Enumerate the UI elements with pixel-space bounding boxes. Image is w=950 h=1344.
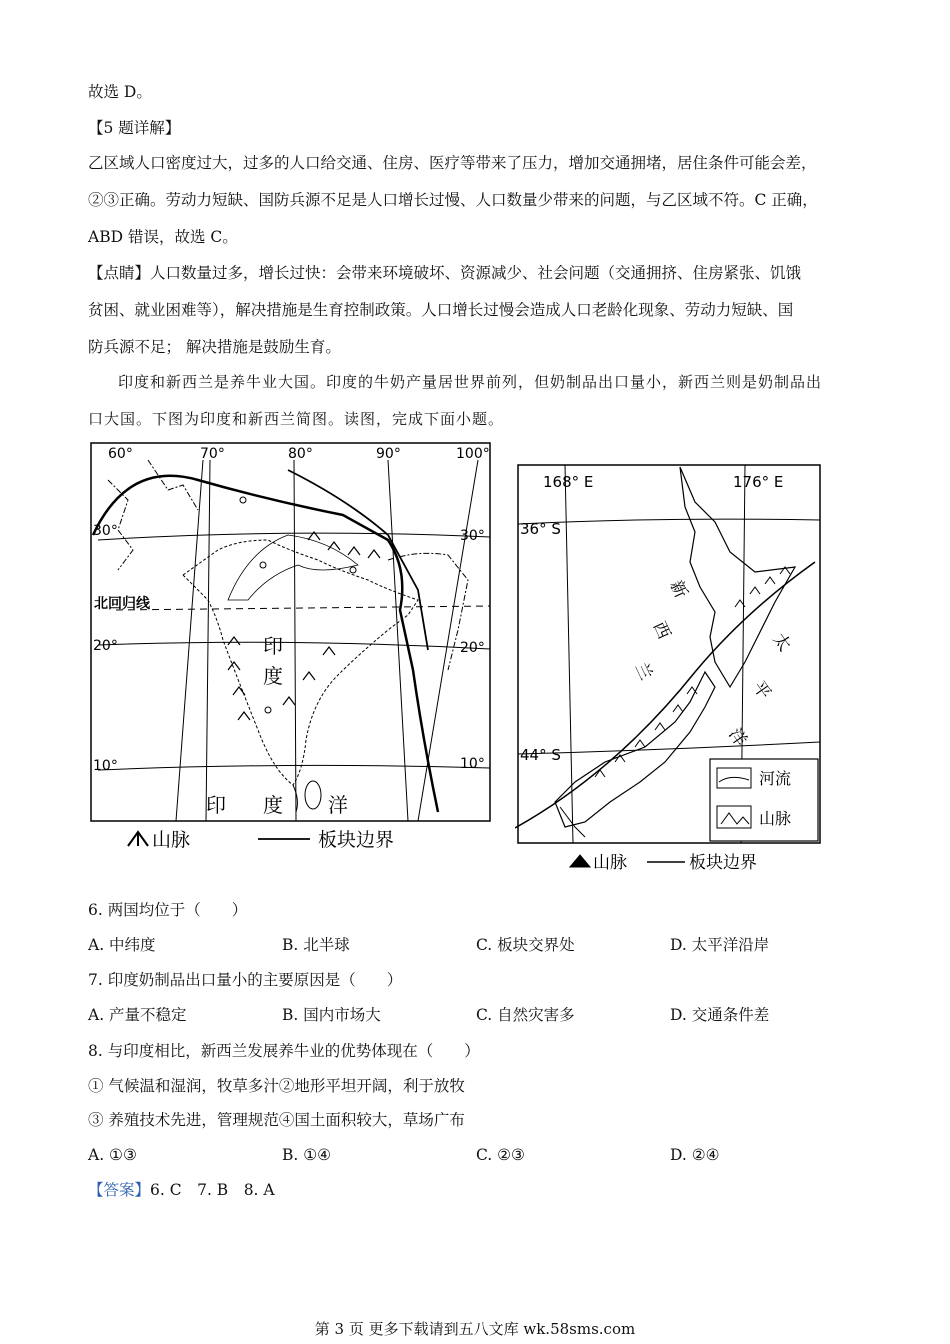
lat-label: 20° bbox=[93, 638, 118, 654]
lon-label: 168° E bbox=[543, 473, 594, 491]
lon-label: 176° E bbox=[733, 473, 784, 491]
option: B. 北半球 bbox=[282, 936, 350, 954]
india-map bbox=[88, 440, 493, 855]
question-stem: 7. 印度奶制品出口量小的主要原因是（ ） bbox=[88, 971, 403, 989]
statement-line: ③ 养殖技术先进，管理规范④国土面积较大，草场广布 bbox=[88, 1111, 465, 1129]
legend-mountain: 山脉 bbox=[759, 809, 792, 828]
ocean-label: 太 bbox=[768, 629, 795, 656]
question-stem: 6. 两国均位于（ ） bbox=[88, 901, 248, 919]
ocean-label: 洋 bbox=[724, 724, 751, 751]
country-label: 西 bbox=[648, 618, 674, 643]
country-label: 新 bbox=[665, 577, 691, 602]
answer-value: 6. C 7. B 8. A bbox=[150, 1181, 275, 1199]
legend-boundary-bottom: 板块边界 bbox=[689, 853, 757, 873]
page-footer: 第 3 页 更多下载请到五八文库 wk.58sms.com bbox=[314, 1320, 636, 1338]
legend-mountain: 山脉 bbox=[152, 829, 191, 851]
legend-river: 河流 bbox=[759, 769, 792, 788]
text-line: 乙区域人口密度过大，过多的人口给交通、住房、医疗等带来了压力，增加交通拥堵，居住条件可能会差， bbox=[88, 154, 817, 172]
text-line: ②③正确。劳动力短缺、国防兵源不足是人口增长过慢、人口数量少带来的问题，与乙区域不符。C 正确， bbox=[88, 191, 818, 209]
country-label: 印 bbox=[263, 634, 283, 658]
option: A. 产量不稳定 bbox=[88, 1006, 187, 1024]
option: C. 板块交界处 bbox=[476, 936, 575, 954]
option: B. ①④ bbox=[282, 1146, 332, 1164]
option: A. ①③ bbox=[88, 1146, 137, 1164]
ocean-label: 平 bbox=[748, 677, 775, 704]
option: C. ②③ bbox=[476, 1146, 525, 1164]
option: D. 交通条件差 bbox=[670, 1006, 770, 1024]
lat-label: 36° S bbox=[520, 520, 561, 538]
option: C. 自然灾害多 bbox=[476, 1006, 575, 1024]
ocean-label: 度 bbox=[263, 793, 283, 817]
ocean-label: 印 bbox=[206, 793, 226, 817]
text-line: 贫困、就业困难等），解决措施是生育控制政策。人口增长过慢会造成人口老龄化现象、劳动力短缺、国 bbox=[88, 301, 794, 319]
mountain-icon bbox=[570, 855, 590, 867]
new-zealand-map bbox=[515, 462, 825, 877]
lon-label: 100° bbox=[456, 446, 490, 462]
section-heading: 【5 题详解】 bbox=[88, 119, 181, 137]
option: A. 中纬度 bbox=[88, 936, 156, 954]
text-line: 故选 D。 bbox=[88, 83, 152, 101]
lat-label: 30° bbox=[460, 528, 485, 544]
option: B. 国内市场大 bbox=[282, 1006, 381, 1024]
lon-label: 80° bbox=[288, 446, 313, 462]
statement-line: ① 气候温和湿润，牧草多汁②地形平坦开阔，利于放牧 bbox=[88, 1077, 465, 1095]
lon-label: 60° bbox=[108, 446, 133, 462]
legend-boundary: 板块边界 bbox=[318, 829, 395, 851]
intro-paragraph: 印度和新西兰是养牛业大国。印度的牛奶产量居世界前列，但奶制品出口量小，新西兰则是奶制品出 bbox=[118, 373, 823, 391]
lat-label: 10° bbox=[460, 756, 485, 772]
answer-line bbox=[88, 1180, 275, 1200]
legend-mountain-bottom: 山脉 bbox=[593, 853, 627, 873]
text-line: 【点睛】人口数量过多，增长过快：会带来环境破坏、资源减少、社会问题（交通拥挤、住房紧张、饥饿 bbox=[88, 264, 802, 282]
intro-paragraph: 口大国。下图为印度和新西兰简图。读图，完成下面小题。 bbox=[88, 410, 505, 428]
tropic-label: 北回归线 bbox=[94, 596, 150, 612]
lat-label: 30° bbox=[93, 523, 118, 539]
question-stem: 8. 与印度相比，新西兰发展养牛业的优势体现在（ ） bbox=[88, 1042, 480, 1060]
text-line: ABD 错误，故选 C。 bbox=[88, 228, 238, 246]
lat-label: 44° S bbox=[520, 746, 561, 764]
ocean-label: 洋 bbox=[328, 793, 348, 817]
option: D. 太平洋沿岸 bbox=[670, 936, 770, 954]
mountain-icon bbox=[128, 832, 148, 846]
lat-label: 20° bbox=[460, 640, 485, 656]
answer-label: 【答案】 bbox=[88, 1181, 151, 1199]
lat-label: 10° bbox=[93, 758, 118, 774]
text-line: 防兵源不足； 解决措施是鼓励生育。 bbox=[88, 338, 341, 356]
country-label: 兰 bbox=[630, 659, 656, 684]
country-label: 度 bbox=[263, 664, 283, 688]
lon-label: 70° bbox=[200, 446, 225, 462]
lon-label: 90° bbox=[376, 446, 401, 462]
option: D. ②④ bbox=[670, 1146, 720, 1164]
